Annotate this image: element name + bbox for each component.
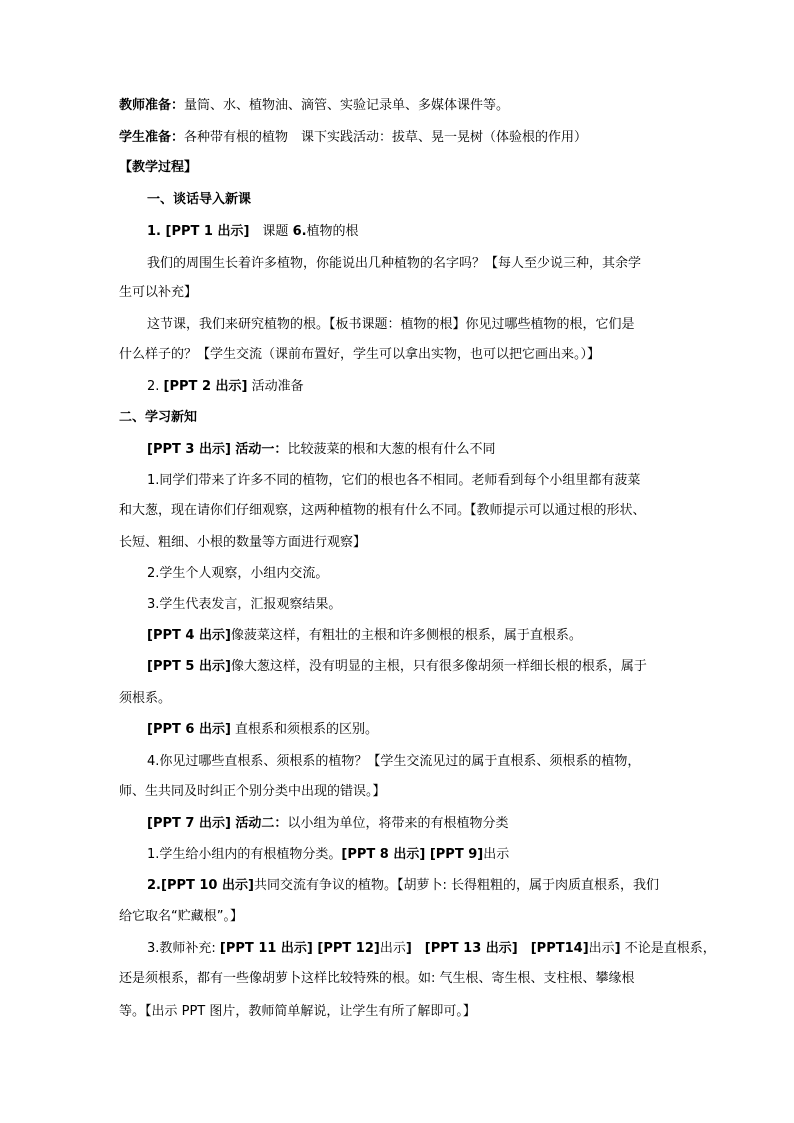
text-run: 出示 bbox=[483, 847, 510, 862]
text-run: 植物的根 bbox=[306, 224, 359, 239]
text-run: [PPT 5 出示] bbox=[147, 659, 231, 674]
text-run: ] [PPT 13 出示] [PPT14] bbox=[405, 941, 589, 956]
text-run: 比较菠菜的根和大葱的根有什么不同 bbox=[287, 442, 496, 457]
text-run: 1.同学们带来了许多不同的植物，它们的根也各不相同。老师看到每个小组里都有菠菜 bbox=[147, 473, 641, 488]
text-run: 学生准备： bbox=[119, 130, 185, 145]
paragraph-line bbox=[0, 909, 794, 925]
text-run: 2.学生个人观察，小组内交流。 bbox=[147, 566, 329, 581]
paragraph-line bbox=[0, 224, 794, 240]
text-run: 什么样子的？【学生交流（课前布置好，学生可以拿出实物，也可以把它画出来。）】 bbox=[119, 347, 601, 362]
paragraph-line bbox=[0, 317, 794, 333]
text-run: 像大葱这样，没有明显的主根，只有很多像胡须一样细长根的根系，属于 bbox=[230, 659, 647, 674]
text-run: 教师准备： bbox=[119, 98, 185, 113]
text-run: 我们的周围生长着许多植物，你能说出几种植物的名字吗？【每人至少说三种，其余学 bbox=[147, 256, 642, 271]
paragraph-line bbox=[0, 410, 794, 426]
text-run: PPT 10 出示] bbox=[166, 878, 254, 893]
paragraph-line bbox=[0, 816, 794, 832]
text-run: 师、生共同及时纠正个别分类中出现的错误。】 bbox=[119, 784, 386, 799]
paragraph-line bbox=[0, 347, 794, 363]
text-run: 不论是直根系， bbox=[620, 941, 716, 956]
paragraph-line bbox=[0, 473, 794, 489]
text-run: 2. bbox=[147, 379, 164, 394]
paragraph-line bbox=[0, 722, 794, 738]
text-run: [PPT 11 出示] [PPT 12] bbox=[219, 941, 380, 956]
text-run: 二、学习新知 bbox=[119, 410, 198, 425]
paragraph-line bbox=[0, 754, 794, 770]
paragraph-line bbox=[0, 379, 794, 395]
paragraph-line bbox=[0, 285, 794, 301]
text-run: 等。【出示 PPT 图片，教师简单解说，让学生有所了解即可。】 bbox=[119, 1004, 476, 1019]
paragraph-line bbox=[0, 941, 794, 957]
paragraph-line bbox=[0, 971, 794, 987]
text-run: 课题 bbox=[249, 224, 293, 239]
text-run: 4.你见过哪些直根系、须根系的植物？【学生交流见过的属于直根系、须根系的植物， bbox=[147, 754, 641, 769]
text-run: 生可以补充】 bbox=[119, 285, 198, 300]
paragraph-line bbox=[0, 503, 794, 519]
text-run: 6. bbox=[292, 224, 307, 239]
text-run: 长短、粗细、小根的数量等方面进行观察】 bbox=[119, 535, 367, 550]
text-run: 一、谈话导入新课 bbox=[147, 192, 252, 207]
text-run: [PPT 3 出示] 活动一： bbox=[147, 442, 288, 457]
text-run: 给它取名“贮藏根”。】 bbox=[119, 909, 243, 924]
paragraph-line bbox=[0, 192, 794, 208]
text-run: 和大葱，现在请你们仔细观察，这两种植物的根有什么不同。【教师提示可以通过根的形状、 bbox=[119, 503, 646, 518]
text-run: 活动准备 bbox=[247, 379, 304, 394]
text-run: 这节课，我们来研究植物的根。【板书课题：植物的根】你见过哪些植物的根，它们是 bbox=[147, 317, 635, 332]
text-run: 1. [PPT 1 出示] bbox=[147, 224, 250, 239]
text-run: ] bbox=[614, 941, 621, 956]
text-run: 共同交流有争议的植物。【胡萝卜: 长得粗粗的，属于肉质直根系，我们 bbox=[253, 878, 659, 893]
text-run: 须根系。 bbox=[119, 691, 172, 706]
paragraph-line bbox=[0, 535, 794, 551]
paragraph-line bbox=[0, 784, 794, 800]
paragraph-line bbox=[0, 442, 794, 458]
text-run: 还是须根系，都有一些像胡萝卜这样比较特殊的根。如: 气生根、寄生根、支柱根、攀缘根 bbox=[119, 971, 635, 986]
paragraph-line bbox=[0, 98, 794, 114]
text-run: 【教学过程】 bbox=[119, 160, 198, 175]
text-run: 3.教师补充: bbox=[147, 941, 220, 956]
text-run: 量筒、水、植物油、滴管、实验记录单、多媒体课件等。 bbox=[184, 98, 510, 113]
paragraph-line bbox=[0, 878, 794, 894]
text-run: 出示 bbox=[588, 941, 615, 956]
text-run: 出示 bbox=[379, 941, 406, 956]
paragraph-line bbox=[0, 597, 794, 613]
text-run: 2.[ bbox=[147, 878, 167, 893]
paragraph-line bbox=[0, 847, 794, 863]
text-run: 以小组为单位，将带来的有根植物分类 bbox=[287, 816, 509, 831]
text-run: 3.学生代表发言，汇报观察结果。 bbox=[147, 597, 342, 612]
paragraph-line bbox=[0, 256, 794, 272]
text-run: [PPT 6 出示] bbox=[147, 722, 231, 737]
paragraph-line bbox=[0, 1004, 794, 1020]
text-run: [PPT 8 出示] [PPT 9] bbox=[341, 847, 484, 862]
paragraph-line bbox=[0, 628, 794, 644]
paragraph-line bbox=[0, 659, 794, 675]
paragraph-line bbox=[0, 566, 794, 582]
text-run: 直根系和须根系的区别。 bbox=[230, 722, 379, 737]
paragraph-line bbox=[0, 130, 794, 146]
text-run: 各种带有根的植物 课下实践活动：拔草、晃一晃树（体验根的作用） bbox=[184, 130, 588, 145]
text-run: 1.学生给小组内的有根植物分类。 bbox=[147, 847, 342, 862]
paragraph-line bbox=[0, 160, 794, 176]
paragraph-line bbox=[0, 691, 794, 707]
text-run: [PPT 7 出示] 活动二： bbox=[147, 816, 288, 831]
text-run: 像菠菜这样，有粗壮的主根和许多侧根的根系，属于直根系。 bbox=[230, 628, 582, 643]
text-run: [PPT 2 出示] bbox=[163, 379, 248, 394]
text-run: [PPT 4 出示] bbox=[147, 628, 231, 643]
